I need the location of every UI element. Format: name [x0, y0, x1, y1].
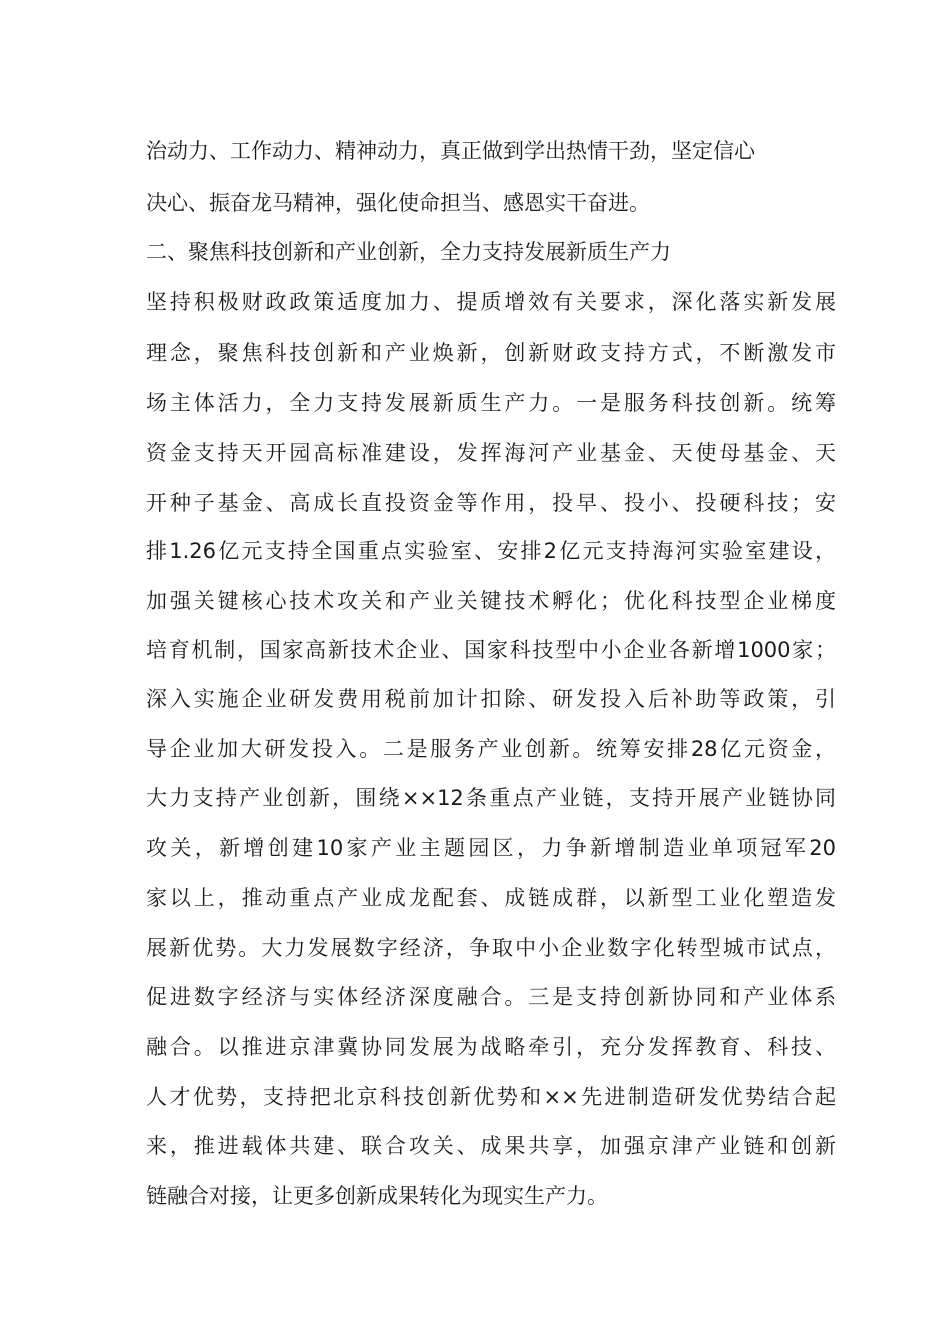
text-line: 场主体活力，全力支持发展新质生产力。一是服务科技创新。统筹	[146, 391, 836, 415]
text-line: 大力支持产业创新，围绕××12条重点产业链，支持开展产业链协同	[146, 786, 836, 810]
text-line: 攻关，新增创建10家产业主题园区，力争新增制造业单项冠军20	[146, 836, 836, 860]
text-line: 培育机制，国家高新技术企业、国家科技型中小企业各新增1000家；	[146, 638, 836, 662]
text-line: 人才优势，支持把北京科技创新优势和××先进制造研发优势结合起	[146, 1085, 836, 1109]
text-line: 链融合对接，让更多创新成果转化为现实生产力。	[146, 1184, 608, 1208]
text-line: 治动力、工作动力、精神动力，真正做到学出热情干劲，坚定信心	[146, 139, 755, 163]
text-line: 来，推进载体共建、联合攻关、成果共享，加强京津产业链和创新	[146, 1134, 836, 1158]
text-line: 深入实施企业研发费用税前加计扣除、研发投入后补助等政策，引	[146, 687, 836, 711]
section-heading: 二、聚焦科技创新和产业创新，全力支持发展新质生产力	[146, 240, 671, 264]
text-line: 理念，聚焦科技创新和产业焕新，创新财政支持方式，不断激发市	[146, 341, 836, 365]
text-line: 坚持积极财政政策适度加力、提质增效有关要求，深化落实新发展	[146, 290, 836, 314]
text-line: 排1.26亿元支持全国重点实验室、安排2亿元支持海河实验室建设，	[146, 539, 836, 563]
text-line: 展新优势。大力发展数字经济，争取中小企业数字化转型城市试点，	[146, 936, 836, 960]
text-line: 加强关键核心技术攻关和产业关键技术孵化；优化科技型企业梯度	[146, 589, 836, 613]
text-line: 开种子基金、高成长直投资金等作用，投早、投小、投硬科技；安	[146, 491, 836, 515]
text-line: 家以上，推动重点产业成龙配套、成链成群，以新型工业化塑造发	[146, 886, 836, 910]
text-line: 导企业加大研发投入。二是服务产业创新。统筹安排28亿元资金，	[146, 737, 836, 761]
text-line: 促进数字经济与实体经济深度融合。三是支持创新协同和产业体系	[146, 985, 836, 1009]
text-line: 决心、振奋龙马精神，强化使命担当、感恩实干奋进。	[146, 191, 650, 215]
text-line: 资金支持天开园高标准建设，发挥海河产业基金、天使母基金、天	[146, 441, 836, 465]
text-line: 融合。以推进京津冀协同发展为战略牵引，充分发挥教育、科技、	[146, 1035, 836, 1059]
